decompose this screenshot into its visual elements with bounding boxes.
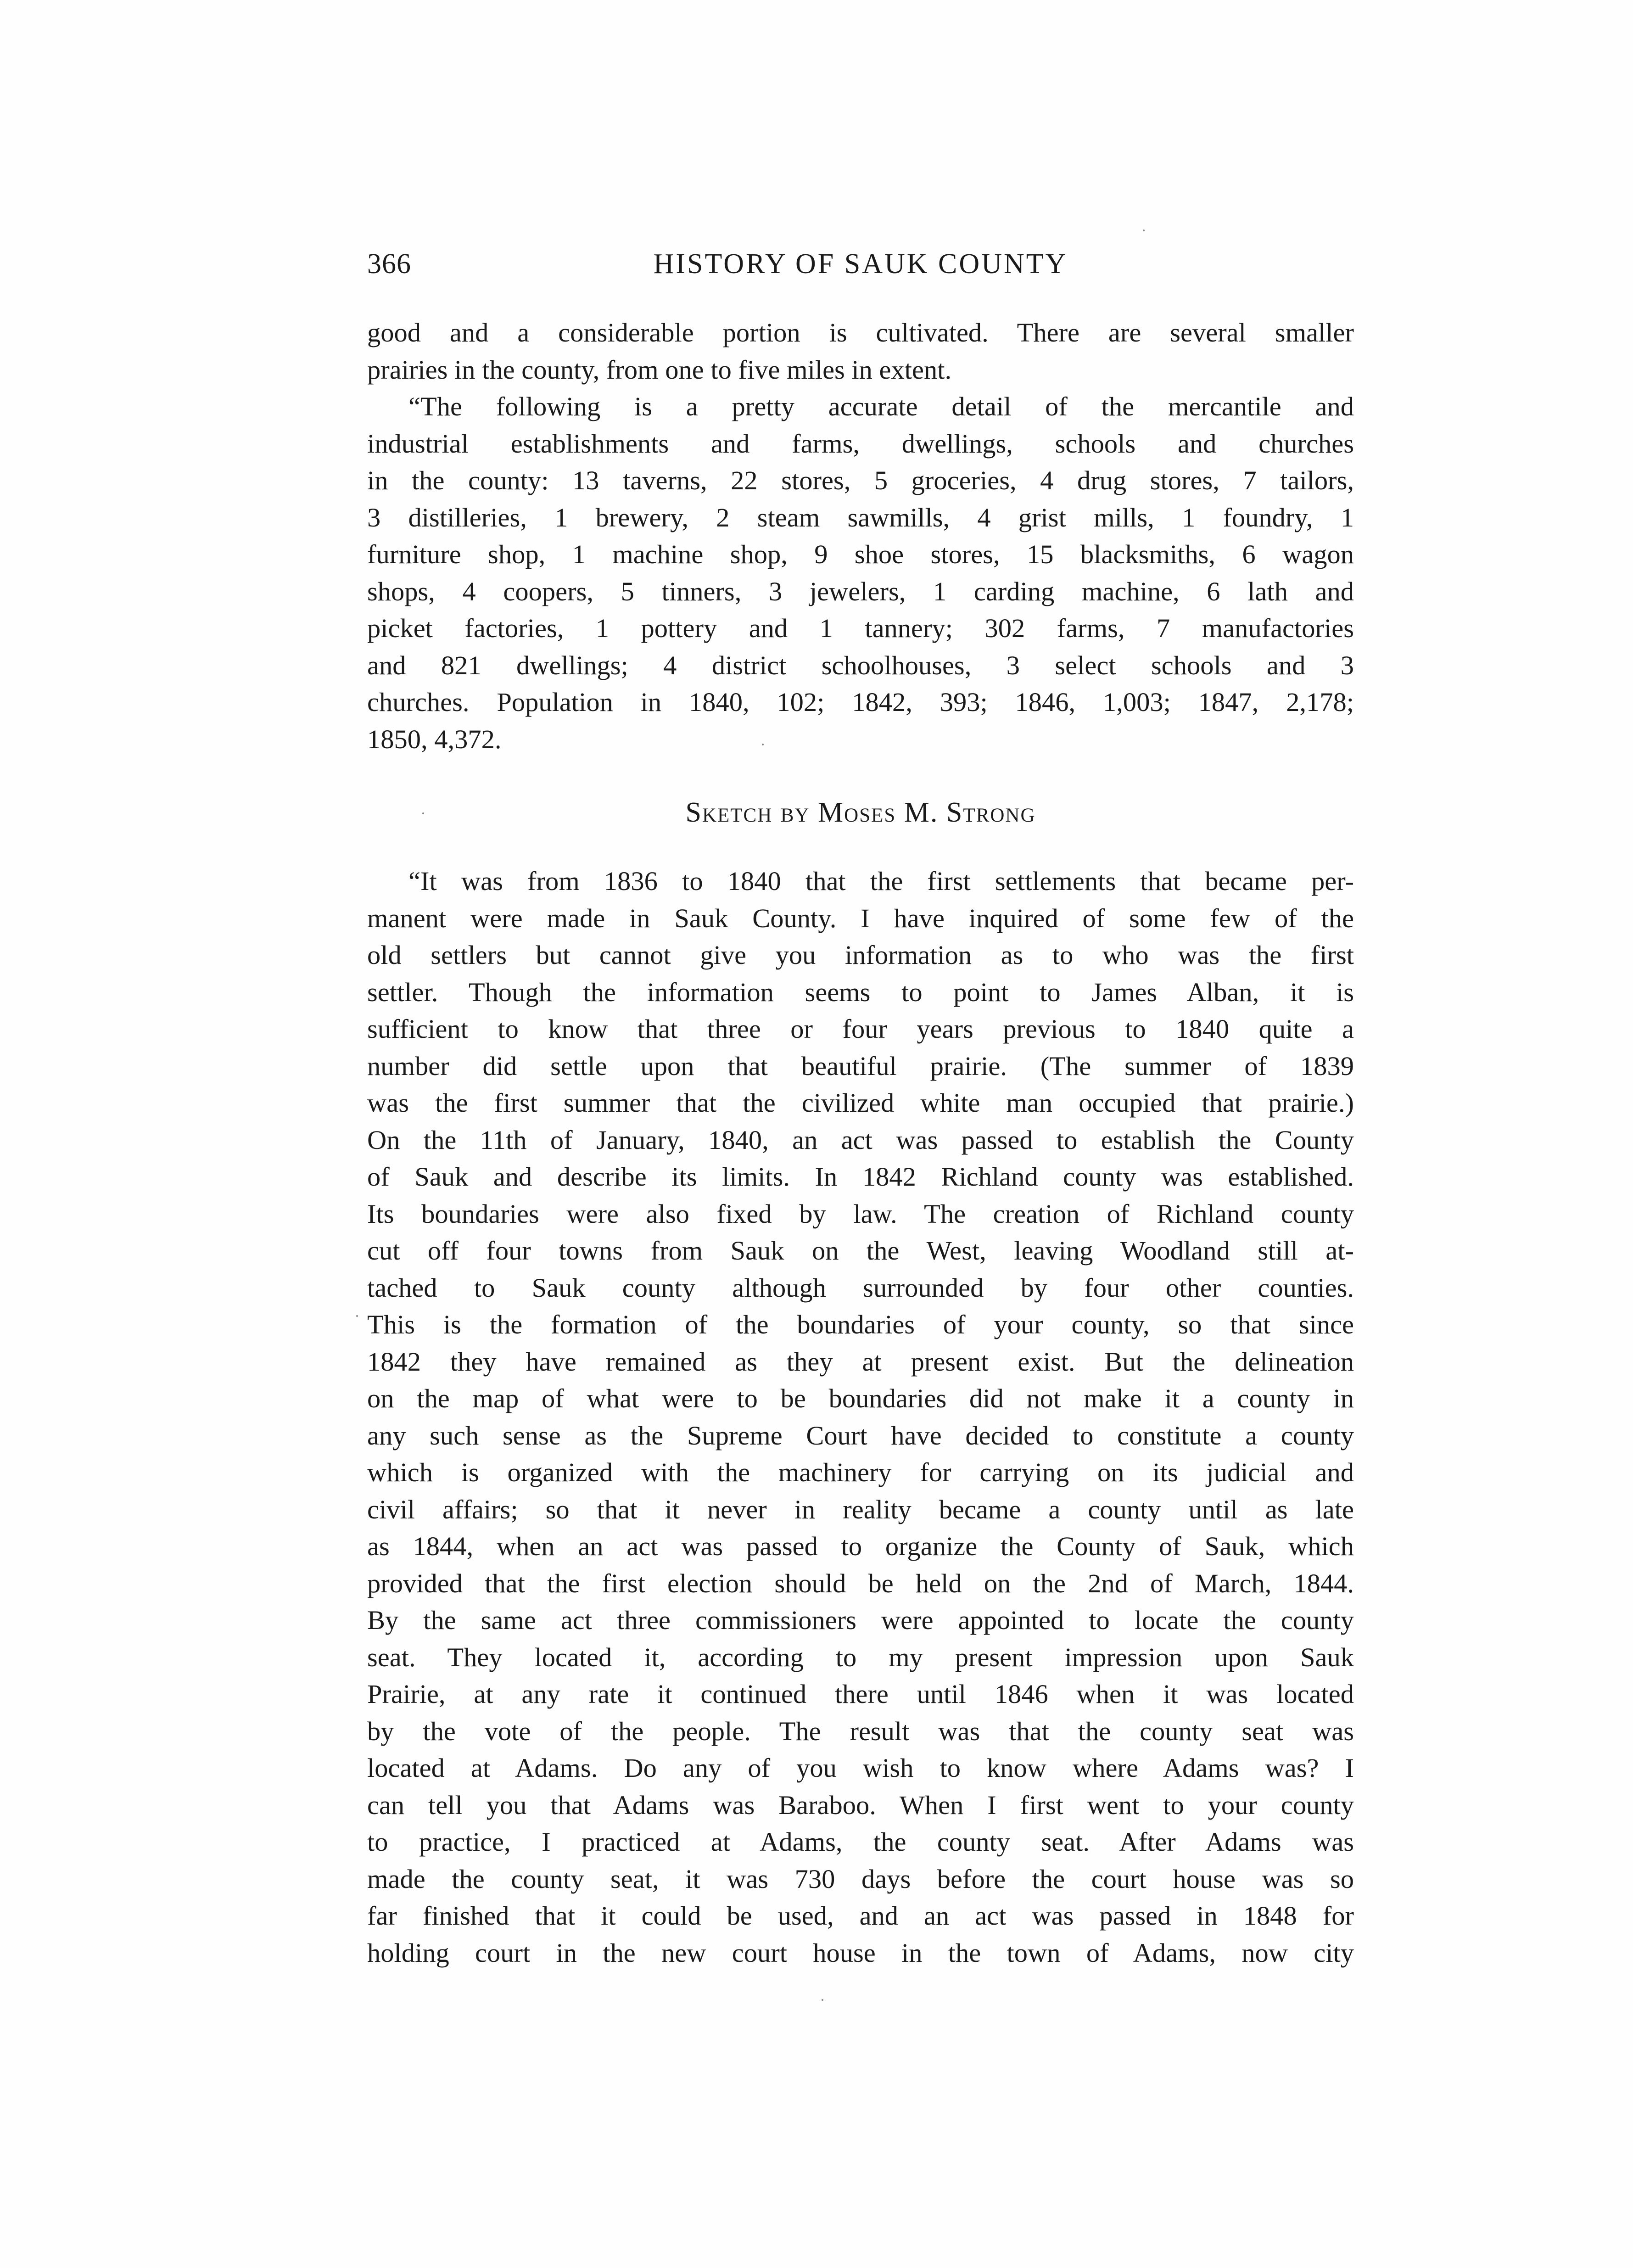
text-line: in the county: 13 taverns, 22 stores, 5 groceries, 4 drug stores, 7 tailors, [367,465,1354,495]
text-line: manent were made in Sauk County. I have inquired of some few of the [367,903,1354,933]
running-title: HISTORY OF SAUK COUNTY [653,248,1068,280]
text-line: old settlers but cannot give you information as to who was the first [367,940,1354,970]
text-line: holding court in the new court house in the town of Adams, now city [367,1938,1354,1968]
text-line: shops, 4 coopers, 5 tinners, 3 jewelers, 1 carding machine, 6 lath and [367,576,1354,606]
text-line: On the 11th of January, 1840, an act was passed to establish the County [367,1125,1354,1155]
text-line: number did settle upon that beautiful prairie. (The summer of 1839 [367,1051,1354,1081]
text-line: located at Adams. Do any of you wish to know where Adams was? I [367,1753,1354,1783]
text-line: 3 distilleries, 1 brewery, 2 steam sawmills, 4 grist mills, 1 foundry, 1 [367,502,1354,532]
text-line: 1842 they have remained as they at present exist. But the delineation [367,1346,1354,1377]
text-line: can tell you that Adams was Baraboo. When I first went to your county [367,1790,1354,1820]
text-line: 1850, 4,372. [367,724,502,754]
text-line: good and a considerable portion is cultivated. There are several smaller [367,318,1354,347]
text-line: Its boundaries were also fixed by law. The creation of Richland county [367,1198,1354,1229]
text-line: settler. Though the information seems to point to James Alban, it is [367,977,1354,1007]
text-line: tached to Sauk county although surrounded by four other counties. [367,1272,1354,1303]
text-line: and 821 dwellings; 4 district schoolhouses, 3 select schools and 3 [367,650,1354,680]
text-line: churches. Population in 1840, 102; 1842, 393; 1846, 1,003; 1847, 2,178; [367,687,1354,717]
text-line: was the first summer that the civilized white man occupied that prairie.) [367,1088,1354,1118]
text-line: on the map of what were to be boundaries did not make it a county in [367,1383,1354,1413]
scan-speck [822,1999,823,2001]
text-line: This is the formation of the boundaries of your county, so that since [367,1310,1354,1339]
text-line: furniture shop, 1 machine shop, 9 shoe stores, 15 blacksmiths, 6 wagon [367,539,1354,569]
scan-speck [762,744,764,745]
text-line: “The following is a pretty accurate detail of the mercantile and [408,392,1354,421]
body-text-lower [367,863,1354,1971]
text-line: of Sauk and describe its limits. In 1842 Richland county was established. [367,1162,1354,1192]
text-line: cut off four towns from Sauk on the West, leaving Woodland still at- [367,1236,1354,1266]
text-line: made the county seat, it was 730 days before the court house was so [367,1864,1354,1894]
text-line: which is organized with the machinery for carrying on its judicial and [367,1457,1354,1487]
text-line: civil affairs; so that it never in reality became a county until as late [367,1494,1354,1524]
text-line: Prairie, at any rate it continued there until 1846 when it was located [367,1679,1354,1709]
scan-speck [1143,230,1145,231]
text-line: seat. They located it, according to my present impression upon Sauk [367,1642,1354,1672]
scan-speck [356,1315,358,1317]
text-line: picket factories, 1 pottery and 1 tannery; 302 farms, 7 manufactories [367,613,1354,643]
text-line: provided that the first election should be held on the 2nd of March, 1844. [367,1568,1354,1598]
text-line: any such sense as the Supreme Court have decided to constitute a county [367,1420,1354,1450]
body-text-upper [367,314,1354,758]
text-line: by the vote of the people. The result was that the county seat was [367,1716,1354,1746]
section-heading: Sketch by Moses M. Strong [685,797,1036,828]
text-line: sufficient to know that three or four years previous to 1840 quite a [367,1014,1354,1044]
text-line: as 1844, when an act was passed to organize the County of Sauk, which [367,1531,1354,1561]
page-number: 366 [367,248,411,280]
text-line: prairies in the county, from one to five miles in extent. [367,354,952,385]
scan-speck [422,812,424,814]
text-line: to practice, I practiced at Adams, the county seat. After Adams was [367,1827,1354,1857]
text-line: “It was from 1836 to 1840 that the first settlements that became per- [408,866,1354,896]
text-line: By the same act three commissioners were appointed to locate the county [367,1605,1354,1635]
text-line: industrial establishments and farms, dwellings, schools and churches [367,428,1354,459]
page-header [367,248,1354,289]
text-line: far finished that it could be used, and an act was passed in 1848 for [367,1901,1354,1931]
